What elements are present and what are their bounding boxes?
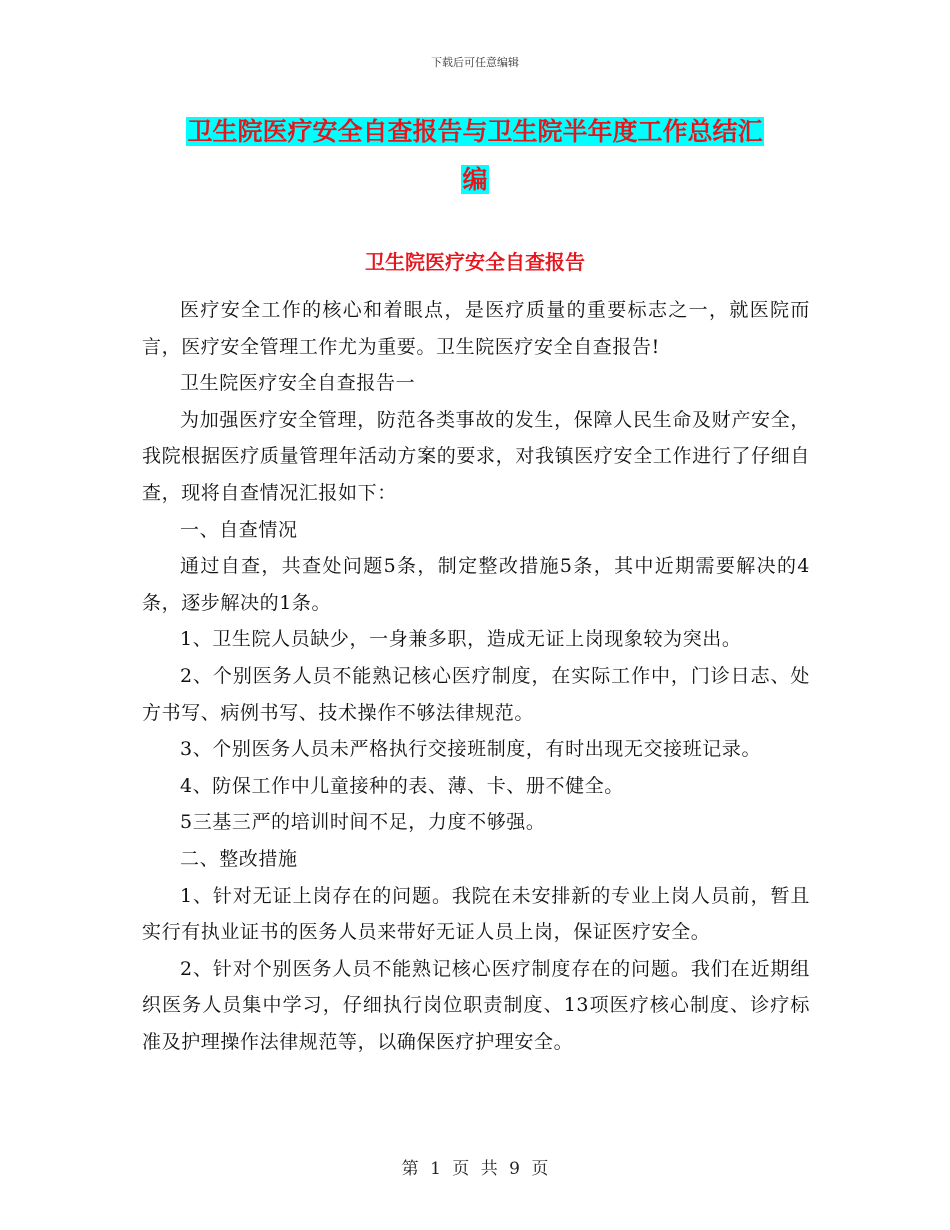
paragraph: 1、卫生院人员缺少，一身兼多职，造成无证上岗现象较为突出。 bbox=[180, 628, 742, 651]
paragraph: 为加强医疗安全管理，防范各类事故的发生，保障人民生命及财产安全，我院根据医疗质量管理年活动方案的要求，对我镇医疗安全工作进行了仔细自查，现将自查情况汇报如下： bbox=[142, 408, 810, 504]
paragraph: 二、整改措施 bbox=[180, 847, 298, 870]
paragraph: 5三基三严的培训时间不足，力度不够强。 bbox=[180, 811, 546, 834]
paragraph: 2、针对个别医务人员不能熟记核心医疗制度存在的问题。我们在近期组织医务人员集中学习，仔细执行岗位职责制度、13项医疗核心制度、诊疗标准及护理操作法律规范等，以确保医疗护理安全。 bbox=[142, 957, 810, 1053]
paragraph: 通过自查，共查处问题5条，制定整改措施5条，其中近期需要解决的4条，逐步解决的1条。 bbox=[142, 555, 810, 614]
paragraph: 2、个别医务人员不能熟记核心医疗制度，在实际工作中，门诊日志、处方书写、病例书写、技术操作不够法律规范。 bbox=[142, 664, 810, 724]
paragraph: 一、自查情况 bbox=[180, 518, 298, 541]
paragraph: 1、针对无证上岗存在的问题。我院在未安排新的专业上岗人员前，暂且实行有执业证书的医务人员来带好无证人员上岗，保证医疗安全。 bbox=[142, 884, 810, 944]
header-note: 下载后可任意编辑 bbox=[431, 56, 519, 69]
document-title-line-1: 卫生院医疗安全自查报告与卫生院半年度工作总结汇 bbox=[187, 117, 763, 146]
paragraph: 医疗安全工作的核心和着眼点，是医疗质量的重要标志之一，就医院而言，医疗安全管理工作尤为重要。卫生院医疗安全自查报告! bbox=[142, 299, 810, 358]
page-number-footer: 第 1 页 共 9 页 bbox=[401, 1159, 549, 1179]
paragraph: 卫生院医疗安全自查报告一 bbox=[180, 372, 416, 395]
document-body bbox=[142, 292, 810, 1060]
document-title-line-2: 编 bbox=[462, 165, 488, 194]
section-title: 卫生院医疗安全自查报告 bbox=[365, 250, 585, 274]
paragraph: 4、防保工作中儿童接种的表、薄、卡、册不健全。 bbox=[180, 774, 624, 797]
paragraph: 3、个别医务人员未严格执行交接班制度，有时出现无交接班记录。 bbox=[180, 738, 762, 761]
document-title bbox=[140, 108, 810, 204]
